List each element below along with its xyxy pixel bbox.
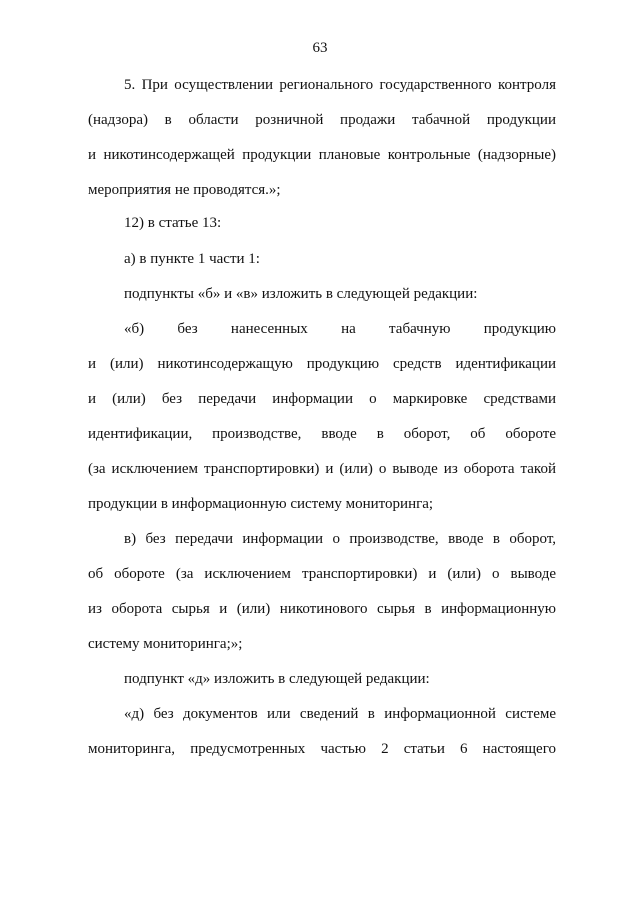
text-line: и (или) никотинсодержащую продукцию средств идентификации bbox=[88, 356, 556, 372]
page-number: 63 bbox=[312, 40, 328, 56]
text-line: 12) в статье 13: bbox=[124, 215, 222, 231]
text-line: из оборота сырья и (или) никотинового сырья в информационную bbox=[88, 601, 556, 617]
text-line: и (или) без передачи информации о маркировке средствами bbox=[88, 391, 556, 407]
text-line: мониторинга, предусмотренных частью 2 статьи 6 настоящего bbox=[88, 741, 556, 757]
text-line: 5. При осуществлении регионального государственного контроля bbox=[124, 77, 556, 93]
text-line: в) без передачи информации о производстве, вводе в оборот, bbox=[124, 531, 556, 547]
text-line: мероприятия не проводятся.»; bbox=[88, 182, 281, 198]
text-line: «б) без нанесенных на табачную продукцию bbox=[124, 321, 556, 337]
text-line: идентификации, производстве, вводе в оборот, об обороте bbox=[88, 426, 556, 442]
text-line: «д) без документов или сведений в информационной системе bbox=[124, 706, 556, 722]
text-line: об обороте (за исключением транспортировки) и (или) о выводе bbox=[88, 566, 556, 582]
text-line: а) в пункте 1 части 1: bbox=[124, 251, 260, 267]
text-line: (за исключением транспортировки) и (или) о выводе из оборота такой bbox=[88, 461, 556, 477]
text-line: подпункты «б» и «в» изложить в следующей редакции: bbox=[124, 286, 478, 302]
text-line: продукции в информационную систему мониторинга; bbox=[88, 496, 434, 512]
text-line: и никотинсодержащей продукции плановые контрольные (надзорные) bbox=[88, 147, 556, 163]
text-line: (надзора) в области розничной продажи табачной продукции bbox=[88, 112, 556, 128]
text-line: систему мониторинга;»; bbox=[88, 636, 243, 652]
text-line: подпункт «д» изложить в следующей редакции: bbox=[124, 671, 430, 687]
